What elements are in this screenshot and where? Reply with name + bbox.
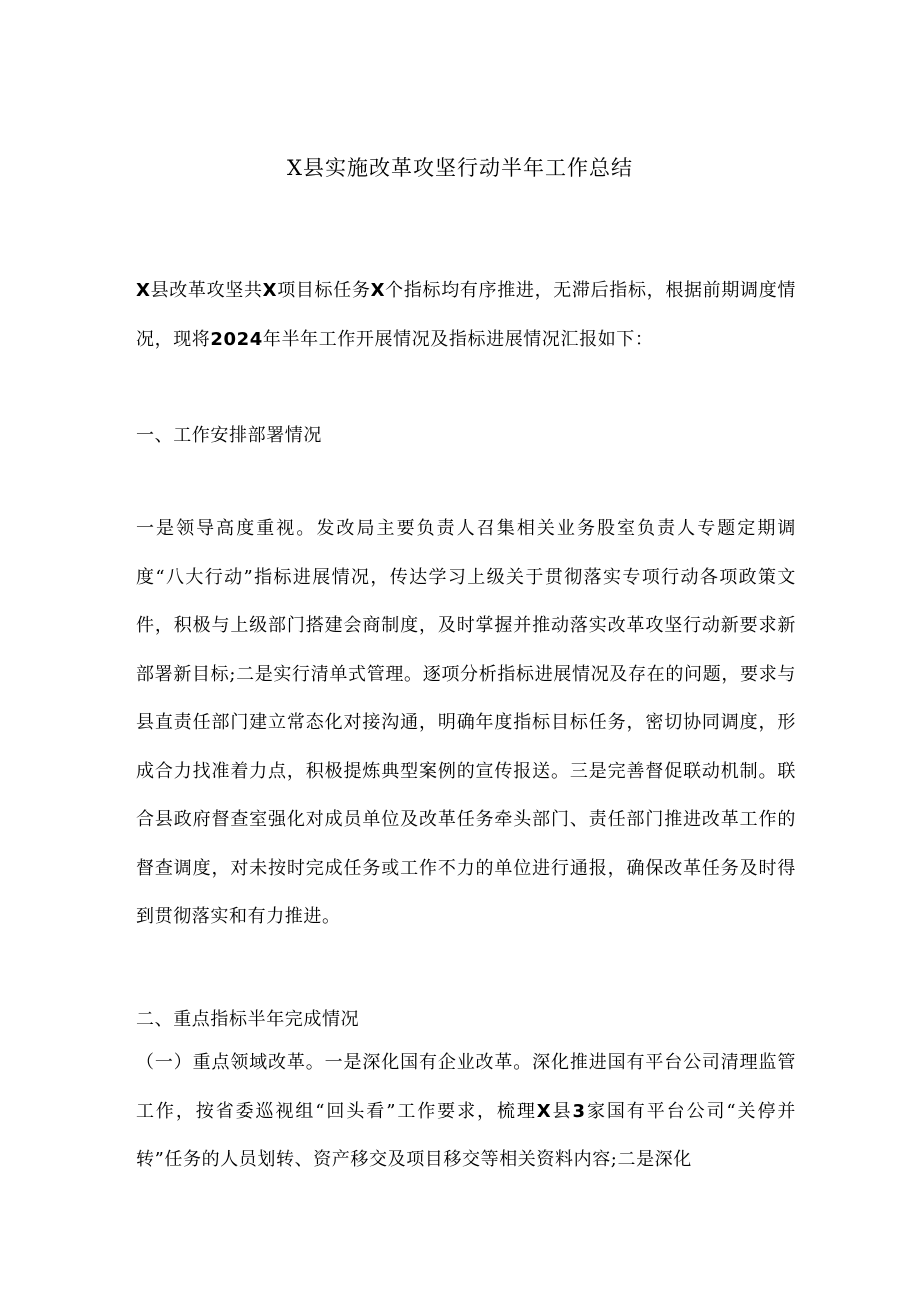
- intro-text-3: 个指标均有序推进，无滞后指标，根据前期调度情况，现将: [136, 280, 796, 350]
- section-2-text-3: 家国有平台公司“关停并转”任务的人员划转、资产移交及项目移交等相关资料内容;二是深化: [136, 1100, 796, 1170]
- section-2-heading: 二、重点指标半年完成情况: [136, 1009, 360, 1030]
- section-1-heading: 一、工作安排部署情况: [136, 425, 322, 446]
- section-2-bold-1: X: [536, 1100, 552, 1122]
- document-title: X县实施改革攻坚行动半年工作总结: [287, 156, 633, 180]
- intro-text-1: 县改革攻坚共: [150, 280, 263, 301]
- intro-bold-4: 2024: [210, 328, 263, 350]
- intro-bold-2: X: [262, 280, 278, 301]
- section-2-paragraph: [136, 1039, 796, 1185]
- intro-bold-3: X: [370, 280, 386, 301]
- intro-text-4: 年半年工作开展情况及指标进展情况汇报如下：: [262, 328, 654, 350]
- section-2-bold-2: 3: [572, 1100, 586, 1122]
- section-2-text-2: 县: [551, 1100, 573, 1122]
- section-1-paragraph: 一是领导高度重视。发改局主要负责人召集相关业务股室负责人专题定期调度“八大行动”指标进展情况，传达学习上级关于贯彻落实专项行动各项政策文件，积极与上级部门搭建会商制度，及时掌握并推动落实改革攻坚行动新要求新部署新目标;二是实行清单式管理。逐项分析指标进展情况及存在的问题，要求与县直责任部门建立常态化对接沟通，明确年度指标目标任务，密切协同调度，形成合力找准着力点，积极提炼典型案例的宣传报送。三是完善督促联动机制。联合县政府督查室强化对成员单位及改革任务牵头部门、责任部门推进改革工作的督查调度，对未按时完成任务或工作不力的单位进行通报，确保改革任务及时得到贯彻落实和有力推进。: [136, 518, 796, 927]
- intro-bold-1: X: [136, 280, 151, 301]
- intro-text-2: 项目标任务: [277, 280, 371, 301]
- intro-paragraph: [136, 267, 796, 364]
- section-2-text-1: （一）重点领域改革。一是深化国有企业改革。深化推进国有平台公司清理监管工作，按省委巡视组“回头看”工作要求，梳理: [136, 1052, 796, 1122]
